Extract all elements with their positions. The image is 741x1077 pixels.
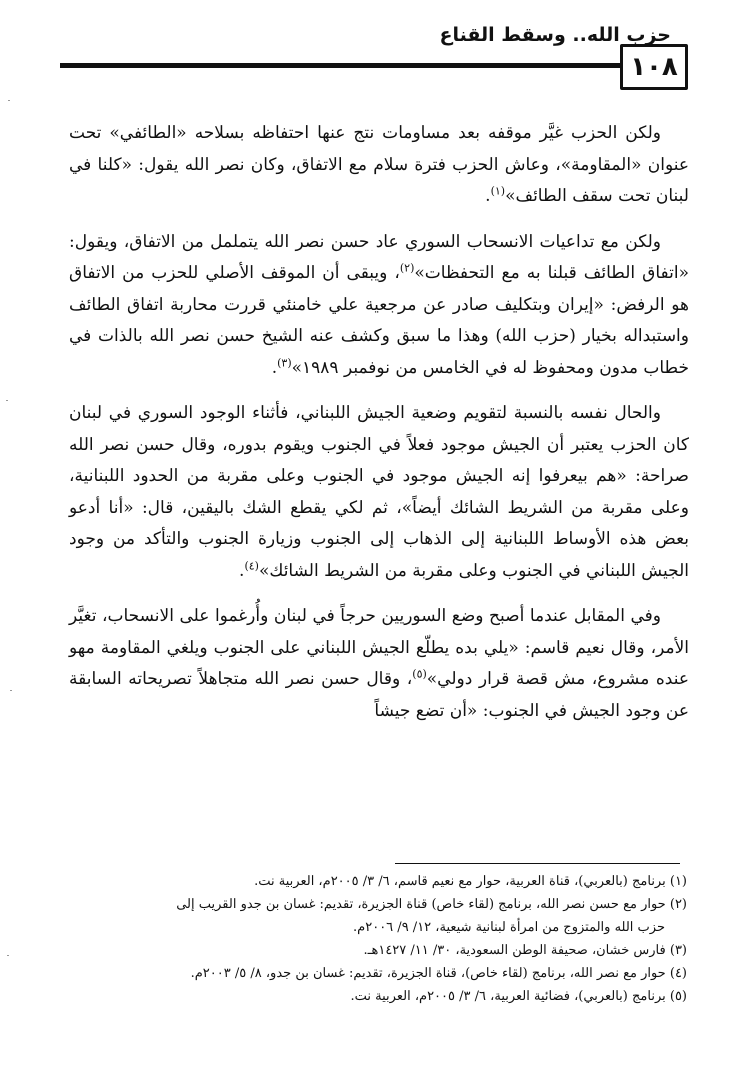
paragraph-4 (69, 601, 689, 727)
paragraph-text: . (485, 186, 491, 206)
footnote-ref: (٥) (412, 667, 427, 681)
footnote-ref: (٢) (399, 261, 415, 275)
footnote-1: (١) برنامج (بالعربي)، قناة العربية، حوار مع نعيم قاسم، ٦/ ٣/ ٢٠٠٥م، العربية نت. (254, 874, 687, 889)
paragraph-text: والحال نفسه بالنسبة لتقويم وضعية الجيش اللبناني، فأثناء الوجود السوري في لبنان كان الحزب يعتبر أن الجيش موجود فعلاً في الجنوب ويقوم بدوره، وقال حسن نصر الله صراحة: «هم بيعرفوا إنه الجيش موجود في الجنوب وعلى مقربة من الحدود اللبنانية، وعلى مقربة من الشريط الشائك أيضاً»، ثم لكي يقطع الشك باليقين، قال: «أنا أدعو بعض هذه الأوساط اللبنانية إلى الذهاب إلى الجنوب وزيارة الجنوب والتأكد من وجود الجيش اللبناني في الجنوب وعلى مقربة من الشريط الشائك» (69, 403, 689, 581)
paragraph-1 (69, 118, 689, 213)
scan-speck (7, 955, 9, 956)
paragraph-text: وفي المقابل عندما أصبح وضع السوريين حرجاً في لبنان وأُرغموا على الانسحاب، تغيَّر الأمر، وقال نعيم قاسم: «يلي بده يطلّع الجيش اللبناني على الجنوب ويلغي المقاومة مهو عنده مشروع، مش قصة قرار دولي» (69, 606, 689, 689)
body-text (69, 118, 689, 741)
paragraph-text: ولكن مع تداعيات الانسحاب السوري عاد حسن نصر الله يتململ من الاتفاق، ويقول: «اتفاق الطائف قبلنا به مع التحفظات» (69, 231, 689, 283)
paragraph-text: . (271, 357, 278, 378)
paragraph-3 (69, 398, 689, 587)
scan-speck (6, 400, 8, 401)
footnotes (67, 870, 687, 1008)
footnote-ref: (٣) (277, 355, 292, 369)
footnote-3: (٣) فارس خشان، صحيفة الوطن السعودية، ٣٠/ ١١/ ١٤٢٧هـ. (363, 943, 687, 958)
paragraph-text: . (239, 560, 245, 581)
footnote-rule (395, 863, 680, 864)
page-number: ١٠٨ (620, 44, 688, 90)
paragraph-text: ولكن الحزب غيَّر موقفه بعد مساومات نتج عنها احتفاظه بسلاحه «الطائفي» تحت عنوان «المقاومة»، وعاش الحزب فترة سلام مع الاتفاق، وكان نصر الله يقول: «كلنا في لبنان تحت سقف الطائف» (69, 123, 689, 206)
paragraph-text: ، ويبقى أن الموقف الأصلي للحزب من الاتفاق هو الرفض: «إيران وبتكليف صادر عن مرجعية علي خامنئي قررت محاربة اتفاق الطائف واستبداله بخيار (حزب الله) وهذا ما سبق وكشف عنه الشيخ حسن نصر الله بالذات في خطاب مدون ومحفوظ له في الخامس من نوفمبر ١٩٨٩» (69, 263, 689, 378)
paragraph-2 (69, 227, 689, 385)
paragraph-text: ، وقال حسن نصر الله متجاهلاً تصريحاته السابقة عن وجود الجيش في الجنوب: «أن تضع جيشاً (69, 669, 689, 721)
footnote-ref: (٤) (244, 558, 259, 572)
footnote-5: (٥) برنامج (بالعربي)، فضائية العربية، ٦/ ٣/ ٢٠٠٥م، العربية نت. (350, 989, 687, 1004)
scan-speck (8, 100, 10, 101)
footnote-ref: (١) (490, 184, 506, 198)
footnote-4: (٤) حوار مع نصر الله، برنامج (لقاء خاص)، قناة الجزيرة، تقديم: غسان بن جدو، ٨/ ٥/ ٢٠٠٣م. (190, 966, 687, 981)
footnote-2: (٢) حوار مع حسن نصر الله، برنامج (لقاء خاص) قناة الجزيرة، تقديم: غسان بن جدو القريب إلى (176, 897, 687, 912)
header-rule (60, 63, 622, 68)
running-title: حزب الله.. وسقط القناع (439, 24, 671, 46)
scan-speck (10, 690, 12, 691)
footnote-2-continued: حزب الله والمتزوج من امرأة لبنانية شيعية، ١٢/ ٩/ ٢٠٠٦م. (353, 920, 665, 935)
